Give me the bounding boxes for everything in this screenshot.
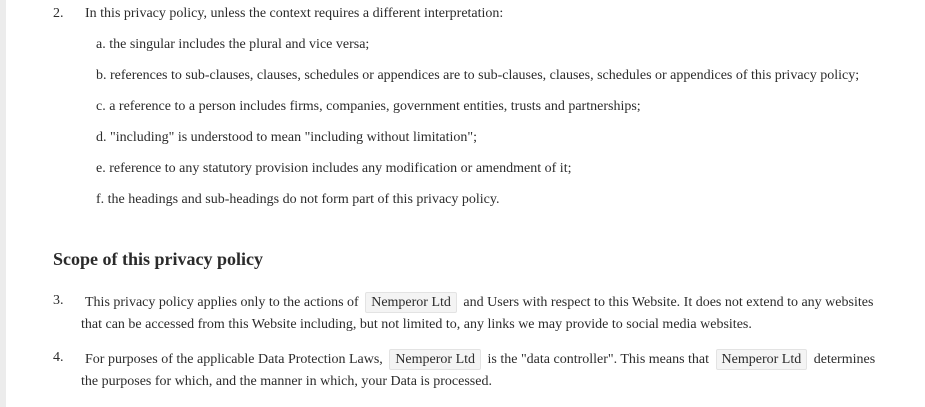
list-marker: c. [96, 99, 106, 114]
list-marker: d. [96, 130, 107, 145]
left-margin-rule [0, 0, 6, 407]
clause-number: 4. [53, 350, 64, 365]
clause-text: For purposes of the applicable Data Protection Laws, [85, 352, 383, 367]
list-marker: b. [96, 68, 107, 83]
list-item [96, 129, 477, 147]
list-item [96, 67, 859, 85]
clause-3-line-1 [85, 292, 873, 313]
clause-text: This privacy policy applies only to the actions of [85, 295, 359, 310]
company-name-chip: Nemperor Ltd [716, 349, 808, 370]
list-marker: a. [96, 37, 106, 52]
section-heading: Scope of this privacy policy [53, 249, 263, 269]
clause-number: 2. [53, 6, 64, 21]
clause-text: and Users with respect to this Website. It does not extend to any websites [463, 295, 874, 310]
list-item [96, 36, 369, 54]
list-item-text: the headings and sub-headings do not form part of this privacy policy. [107, 192, 500, 207]
clause-4-line-1 [85, 349, 875, 370]
company-name-chip: Nemperor Ltd [365, 292, 457, 313]
list-item-text: a reference to a person includes firms, companies, government entities, trusts and partnerships; [109, 99, 641, 114]
list-marker: f. [96, 192, 105, 207]
list-item-text: references to sub-clauses, clauses, schedules or appendices are to sub-clauses, clauses, schedules or appendices of this privacy policy; [110, 68, 860, 83]
list-item [96, 191, 499, 209]
clause-text: is the "data controller". This means that [487, 352, 710, 367]
list-item-text: "including" is understood to mean "including without limitation"; [110, 130, 477, 145]
list-item [96, 160, 571, 178]
clause-3-line-2: that can be accessed from this Website including, but not limited to, any links we may provide to social media websites. [81, 317, 752, 332]
clause-intro: In this privacy policy, unless the context requires a different interpretation: [85, 6, 504, 21]
company-name-chip: Nemperor Ltd [389, 349, 481, 370]
clause-4-line-2: the purposes for which, and the manner in which, your Data is processed. [81, 374, 492, 389]
list-item-text: the singular includes the plural and vice versa; [109, 37, 370, 52]
list-item-text: reference to any statutory provision includes any modification or amendment of it; [109, 161, 572, 176]
list-marker: e. [96, 161, 106, 176]
list-item [96, 98, 641, 116]
clause-number: 3. [53, 293, 64, 308]
clause-text: determines [813, 352, 876, 367]
